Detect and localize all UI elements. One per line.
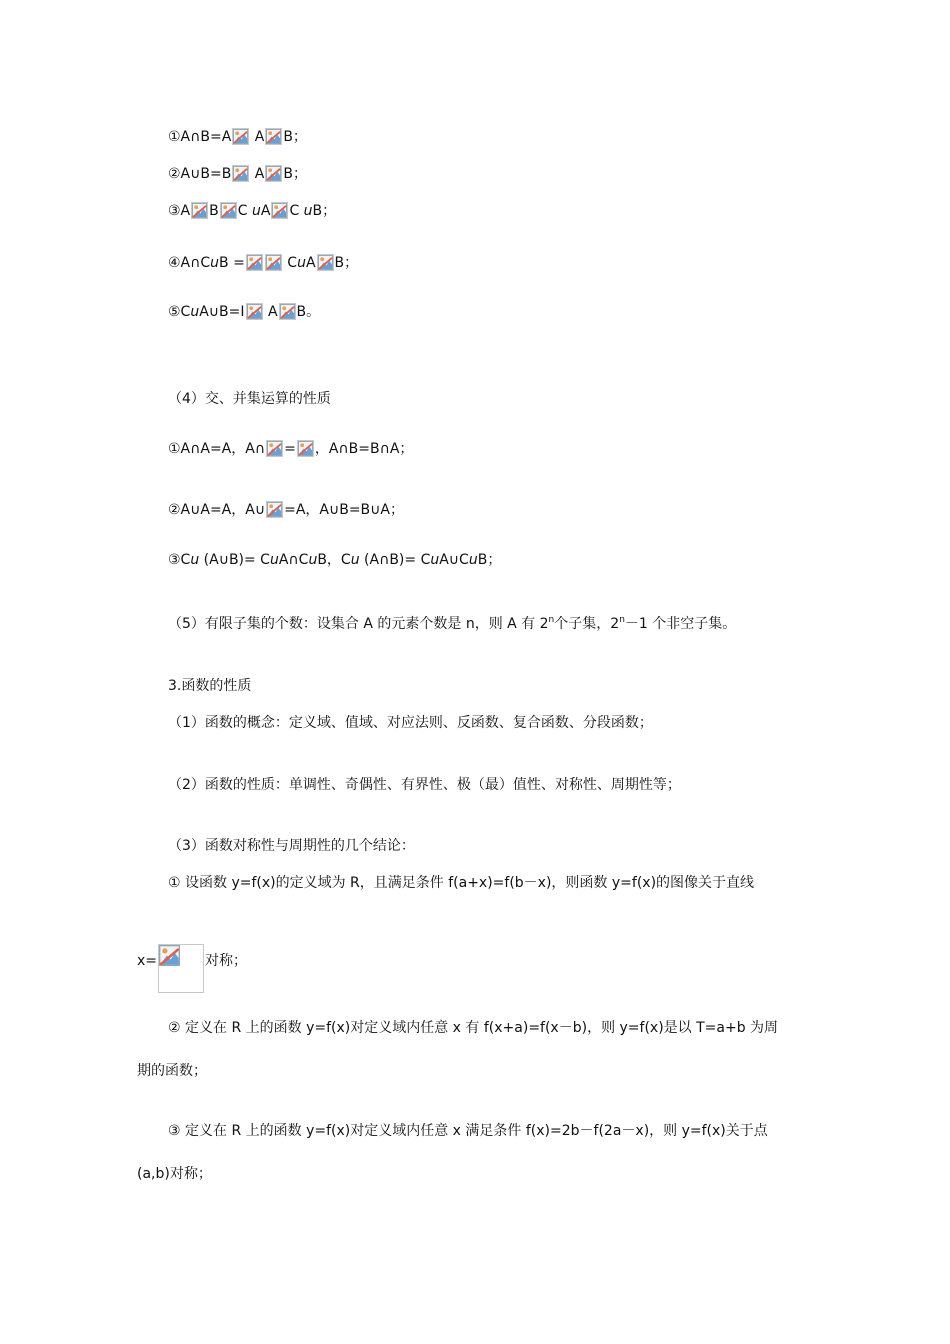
section-3-paragraph-1: （1）函数的概念：定义域、值域、对应法则、反函数、复合函数、分段函数； (168, 715, 653, 731)
section-4-line-3: ③Cu (A∪B)= CuA∩CuB，Cu (A∩B)= CuA∪CuB； (168, 552, 502, 568)
section-4-line-1: ①A∩A=A，A∩ = ，A∩B=B∩A； (168, 441, 414, 457)
broken-image-icon (317, 254, 334, 271)
section-4-line-2: ②A∪A=A，A∪ =A，A∪B=B∪A； (168, 502, 404, 518)
broken-image-icon (271, 202, 288, 219)
broken-image-icon (246, 303, 263, 320)
item-line-4: ④A∩CuB = CuA B； (168, 255, 359, 271)
item-line-2: ②A∪B=B A B； (168, 166, 307, 182)
conclusion-3-line-2: (a,b)对称； (137, 1166, 212, 1182)
broken-image-icon (265, 165, 282, 182)
broken-image-icon (246, 254, 263, 271)
section-3-heading: 3.函数的性质 (168, 678, 252, 694)
section-3-paragraph-2: （2）函数的性质：单调性、奇偶性、有界性、极（最）值性、对称性、周期性等； (168, 777, 681, 793)
conclusion-1-line-2: x= 对称； (137, 944, 247, 993)
broken-image-icon (297, 440, 314, 457)
conclusion-2-line-1: ② 定义在 R 上的函数 y=f(x)对定义域内任意 x 有 f(x+a)=f(x－b)，则 y=f(x)是以 T=a+b 为周 (168, 1020, 779, 1036)
section-5-line: （5）有限子集的个数：设集合 A 的元素个数是 n，则 A 有 2$^n$个子集，$2^n-1$ 个非空子集。 (168, 615, 737, 632)
broken-image-icon (266, 501, 283, 518)
broken-image-icon (279, 303, 296, 320)
broken-image-icon (158, 944, 204, 993)
broken-image-icon (265, 254, 282, 271)
conclusion-2-line-2: 期的函数； (137, 1063, 207, 1079)
broken-image-icon (232, 165, 249, 182)
conclusion-1-line-1: ① 设函数 y=f(x)的定义域为 R，且满足条件 f(a+x)=f(b－x)，则函数 y=f(x)的图像关于直线 (168, 875, 755, 891)
item-line-5: ⑤CuA∪B=I A B。 (168, 304, 321, 320)
item-line-1: ①A∩B=A A B； (168, 129, 307, 145)
broken-image-icon (232, 128, 249, 145)
section-4-heading: （4）交、并集运算的性质 (168, 391, 331, 407)
conclusion-3-line-1: ③ 定义在 R 上的函数 y=f(x)对定义域内任意 x 满足条件 f(x)=2b－f(2a－x)，则 y=f(x)关于点 (168, 1123, 768, 1139)
broken-image-icon (265, 128, 282, 145)
item-line-3: ③A B C uA C uB； (168, 203, 337, 219)
broken-image-icon (220, 202, 237, 219)
section-3-paragraph-3: （3）函数对称性与周期性的几个结论： (168, 838, 415, 854)
broken-image-icon (191, 202, 208, 219)
broken-image-icon (266, 440, 283, 457)
